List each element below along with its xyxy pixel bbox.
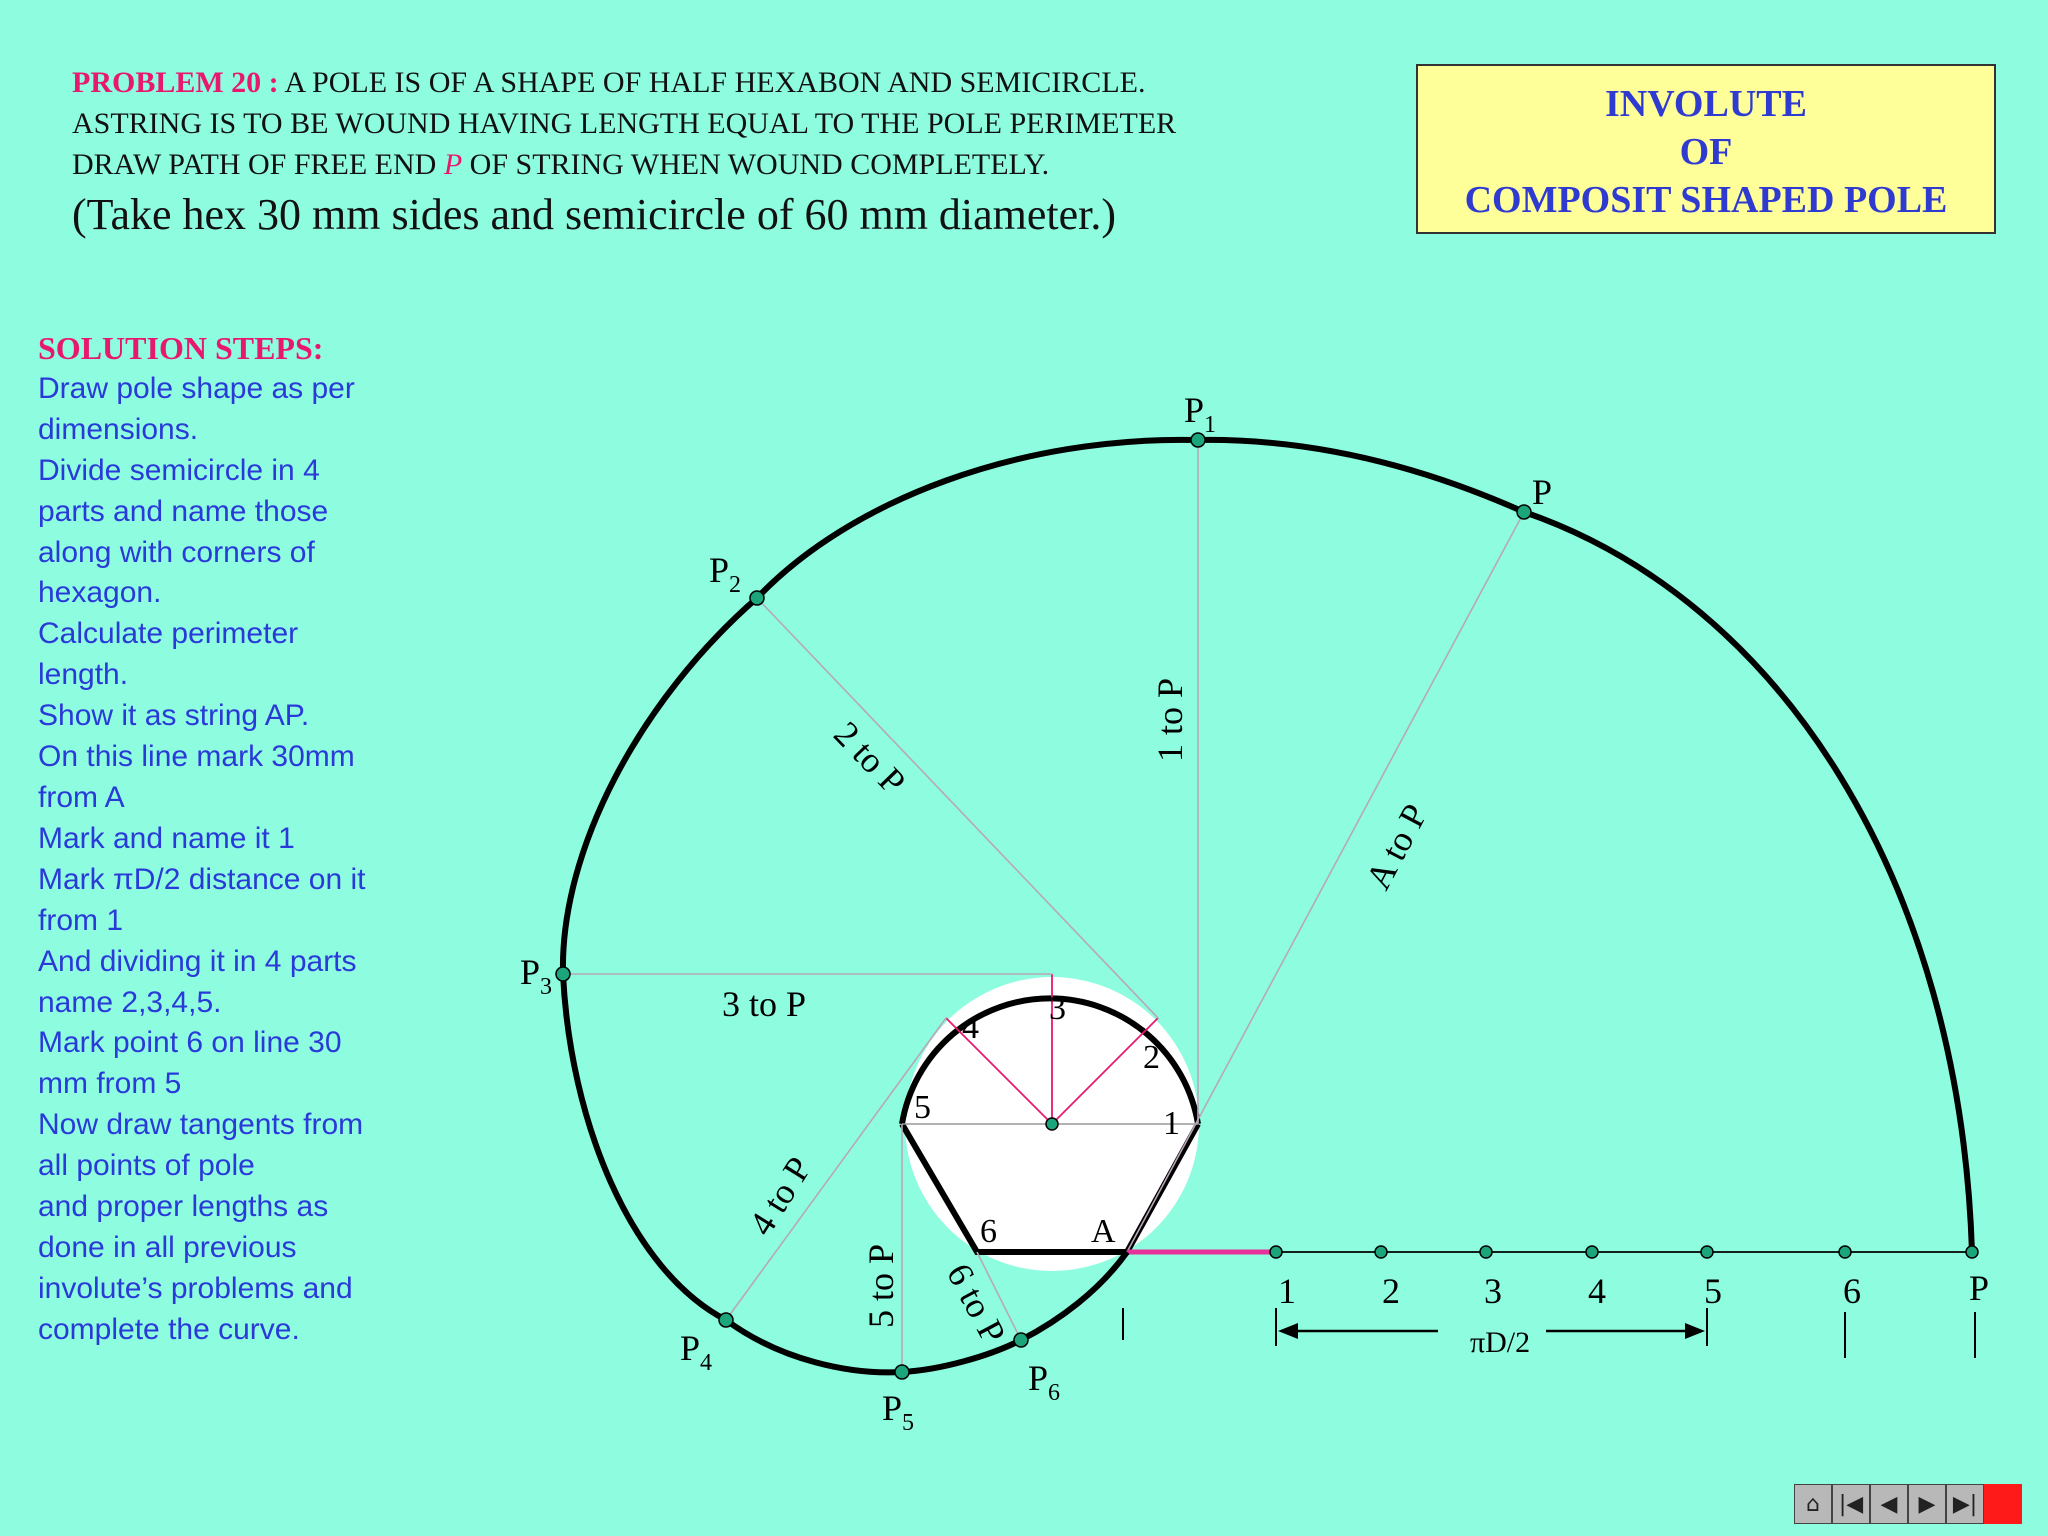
problem-line-2: ASTRING IS TO BE WOUND HAVING LENGTH EQUAL TO THE POLE PERIMETER — [72, 107, 1177, 140]
step-line: name 2,3,4,5. — [38, 985, 222, 1019]
title-line-3: COMPOSIT SHAPED POLE — [1464, 179, 1948, 221]
string-point-p — [1966, 1246, 1978, 1258]
string-labels — [1278, 1268, 1989, 1311]
curve-label-p4-sub: 4 — [700, 1350, 713, 1376]
center-point — [1046, 1118, 1058, 1130]
step-line: involute’s problems and — [38, 1271, 353, 1305]
curve-label-p3-main: P — [520, 952, 541, 992]
tangent-label-5: 5 to P — [861, 1243, 901, 1328]
curve-label-p4-main: P — [680, 1328, 701, 1368]
problem-text-3a: DRAW PATH OF FREE END — [72, 148, 444, 181]
step-line: Mark and name it 1 — [38, 821, 295, 855]
tangent-label-3: 3 to P — [722, 984, 807, 1024]
string-label-p: P — [1969, 1268, 1990, 1308]
curve-label-p1-main: P — [1184, 390, 1205, 430]
curve-label-p3 — [520, 952, 552, 1000]
tangent-a — [1127, 512, 1524, 1252]
last-slide-icon[interactable]: ▶| — [1946, 1484, 1984, 1524]
step-line: mm from 5 — [38, 1067, 182, 1101]
problem-text-1: A POLE IS OF A SHAPE OF HALF HEXABON AND SEMICIRCLE. — [278, 66, 1146, 99]
step-line: On this line mark 30mm — [38, 740, 355, 774]
string-point-5 — [1701, 1246, 1713, 1258]
string-label-4: 4 — [1588, 1271, 1606, 1311]
problem-label: PROBLEM 20 : — [72, 66, 279, 99]
string-label-5: 5 — [1704, 1271, 1722, 1311]
pole-label-5: 5 — [914, 1089, 931, 1126]
arrowhead-right — [1685, 1323, 1705, 1339]
tangent-label-2: 2 to P — [826, 713, 914, 803]
home-icon[interactable]: ⌂ — [1794, 1484, 1832, 1524]
problem-point-p: P — [443, 148, 463, 181]
step-line: Draw pole shape as per — [38, 371, 355, 405]
curve-label-p6 — [1028, 1358, 1060, 1406]
point-p2 — [750, 591, 764, 605]
step-line: complete the curve. — [38, 1312, 300, 1346]
tangent-2 — [757, 598, 1158, 1018]
step-line: and proper lengths as — [38, 1190, 329, 1224]
next-slide-icon[interactable]: ▶ — [1908, 1484, 1946, 1524]
step-line: dimensions. — [38, 412, 199, 446]
curve-label-p2-sub: 2 — [729, 572, 742, 598]
stop-button[interactable] — [1984, 1484, 2022, 1524]
first-slide-icon[interactable]: |◀ — [1832, 1484, 1870, 1524]
step-line: Calculate perimeter — [38, 617, 299, 651]
curve-label-p2 — [709, 550, 741, 598]
dimension-label: πD/2 — [1470, 1326, 1531, 1359]
curve-label-p6-main: P — [1028, 1358, 1049, 1398]
pole-label-4: 4 — [962, 1009, 979, 1046]
title-line-2: OF — [1679, 131, 1733, 173]
curve-label-p3-sub: 3 — [540, 974, 553, 1000]
step-line: from A — [38, 780, 125, 814]
string-point-1 — [1270, 1246, 1282, 1258]
point-p6 — [1014, 1333, 1028, 1347]
pole-label-6: 6 — [980, 1213, 997, 1250]
step-line: all points of pole — [38, 1149, 255, 1183]
string-ticks — [1123, 1308, 1975, 1358]
pole-label-2: 2 — [1143, 1039, 1160, 1076]
curve-label-p5-sub: 5 — [902, 1410, 915, 1436]
point-p-top — [1517, 505, 1531, 519]
step-line: Mark point 6 on line 30 — [38, 1026, 342, 1060]
curve-label-p1-sub: 1 — [1204, 412, 1217, 438]
slide-navigation — [1794, 1484, 2022, 1526]
step-line: done in all previous — [38, 1230, 297, 1264]
string-label-2: 2 — [1382, 1271, 1400, 1311]
pole-label-1: 1 — [1163, 1105, 1180, 1142]
step-line: And dividing it in 4 parts — [38, 944, 357, 978]
curve-label-p5-main: P — [882, 1388, 903, 1428]
arrowhead-left — [1278, 1323, 1298, 1339]
curve-label-p5 — [882, 1388, 914, 1436]
problem-text-3b: OF STRING WHEN WOUND COMPLETELY. — [462, 148, 1050, 181]
tangent-label-6: 6 to P — [938, 1256, 1014, 1350]
tangent-label-1: 1 to P — [1150, 677, 1190, 762]
step-line: from 1 — [38, 903, 124, 937]
tangent-label-a: A to P — [1357, 797, 1436, 896]
pole-label-3: 3 — [1049, 990, 1066, 1027]
step-line: Mark πD/2 distance on it — [38, 862, 366, 896]
problem-note: (Take hex 30 mm sides and semicircle of 60 mm diameter.) — [72, 190, 1117, 239]
step-line: hexagon. — [38, 576, 162, 610]
title-line-1: INVOLUTE — [1605, 83, 1807, 125]
point-p5 — [895, 1365, 909, 1379]
step-line: along with corners of — [38, 535, 315, 569]
string-point-3 — [1480, 1246, 1492, 1258]
curve-label-p-top: P — [1532, 472, 1553, 512]
step-line: Show it as string AP. — [38, 699, 310, 733]
tangent-label-4: 4 to P — [740, 1149, 820, 1243]
point-p1 — [1191, 433, 1205, 447]
step-line: length. — [38, 658, 129, 692]
string-point-6 — [1839, 1246, 1851, 1258]
curve-label-p1 — [1184, 390, 1216, 438]
previous-slide-icon[interactable]: ◀ — [1870, 1484, 1908, 1524]
string-point-4 — [1586, 1246, 1598, 1258]
string-label-6: 6 — [1843, 1271, 1861, 1311]
string-label-1: 1 — [1278, 1271, 1296, 1311]
step-line: Now draw tangents from — [38, 1108, 364, 1142]
curve-label-p2-main: P — [709, 550, 730, 590]
point-p3 — [556, 967, 570, 981]
string-point-2 — [1375, 1246, 1387, 1258]
step-line: Divide semicircle in 4 — [38, 453, 320, 487]
step-line: parts and name those — [38, 494, 329, 528]
string-label-3: 3 — [1484, 1271, 1502, 1311]
steps-heading: SOLUTION STEPS: — [38, 330, 324, 366]
curve-label-p6-sub: 6 — [1048, 1380, 1061, 1406]
curve-label-p4 — [680, 1328, 712, 1376]
pole-label-a: A — [1091, 1213, 1116, 1250]
point-p4 — [719, 1313, 733, 1327]
